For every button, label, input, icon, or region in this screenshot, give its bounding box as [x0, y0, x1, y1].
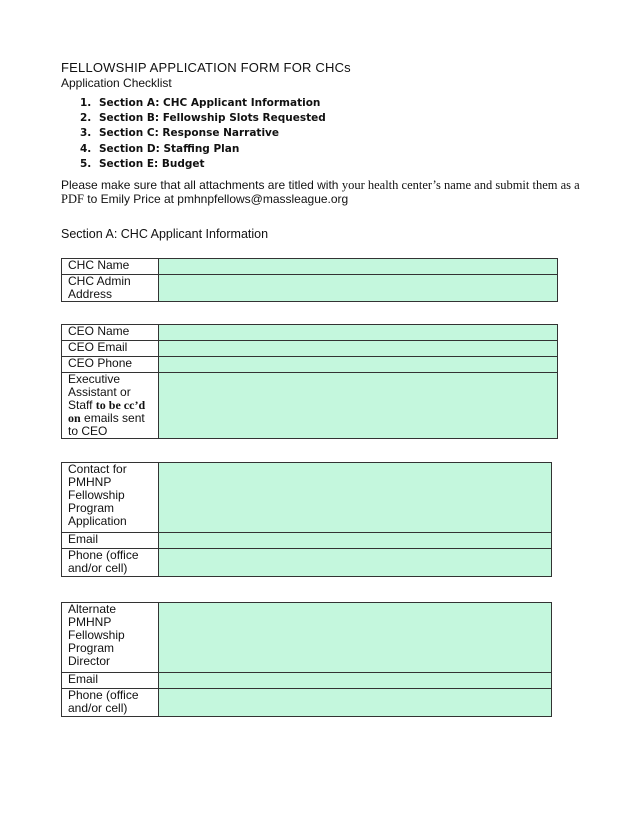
ceo-name-field[interactable] [159, 325, 558, 341]
application-checklist [61, 96, 326, 172]
alternate-email-field[interactable] [159, 673, 552, 689]
table-row [62, 549, 552, 577]
field-label: Contact for PMHNP Fellowship Program Application [62, 463, 159, 533]
chc-admin-address-field[interactable] [159, 275, 558, 302]
contact-name-field[interactable] [159, 463, 552, 533]
field-label: Alternate PMHNP Fellowship Program Director [62, 603, 159, 673]
table-row [62, 673, 552, 689]
checklist-label: Section A: CHC Applicant Information [99, 97, 321, 109]
ceo-email-field[interactable] [159, 341, 558, 357]
field-label: Email [62, 533, 159, 549]
checklist-number: 5. [80, 157, 92, 170]
checklist-number: 2. [80, 112, 92, 125]
table-row [62, 357, 558, 373]
instructions-text: your health center’s name and submit them as a PDF [61, 178, 580, 206]
section-heading: Section A: CHC Applicant Information [61, 227, 269, 241]
field-label: CEO Phone [62, 357, 159, 373]
instructions-paragraph [61, 178, 581, 206]
checklist-item [61, 157, 326, 172]
alternate-director-table [61, 602, 552, 717]
checklist-number: 1. [80, 97, 92, 109]
table-row [62, 533, 552, 549]
ceo-phone-field[interactable] [159, 357, 558, 373]
field-label: CHC Admin Address [62, 275, 159, 302]
checklist-item [61, 111, 326, 126]
field-label [62, 373, 159, 439]
field-label: Email [62, 673, 159, 689]
chc-name-field[interactable] [159, 259, 558, 275]
contact-info-table [61, 462, 552, 577]
field-label-text: emails sent to CEO [68, 411, 145, 438]
checklist-item [61, 142, 326, 157]
field-label: Phone (office and/or cell) [62, 689, 159, 717]
field-label: CHC Name [62, 259, 159, 275]
field-label: Phone (office and/or cell) [62, 549, 159, 577]
form-title: FELLOWSHIP APPLICATION FORM FOR CHCs [61, 60, 351, 75]
table-row [62, 259, 558, 275]
checklist-item [61, 126, 326, 141]
table-row [62, 689, 552, 717]
field-label-text: Executive Assistant or Staff [68, 372, 131, 412]
checklist-number: 4. [80, 142, 92, 155]
field-label-text: to be cc’d on [68, 398, 146, 425]
ceo-info-table [61, 324, 558, 439]
instructions-text: Please make sure that all attachments are titled with [61, 178, 342, 192]
alternate-director-field[interactable] [159, 603, 552, 673]
contact-phone-field[interactable] [159, 549, 552, 577]
checklist-label: Section D: Staffing Plan [99, 142, 240, 155]
chc-info-table [61, 258, 558, 302]
checklist-number: 3. [80, 127, 92, 140]
executive-assistant-field[interactable] [159, 373, 558, 439]
table-row [62, 463, 552, 533]
table-row [62, 373, 558, 439]
checklist-item [61, 96, 326, 111]
table-row [62, 603, 552, 673]
table-row [62, 325, 558, 341]
field-label: CEO Email [62, 341, 159, 357]
instructions-text: to Emily Price at pmhnpfellows@massleague.org [83, 192, 349, 206]
table-row [62, 341, 558, 357]
alternate-phone-field[interactable] [159, 689, 552, 717]
form-subtitle: Application Checklist [61, 76, 172, 90]
table-row [62, 275, 558, 302]
checklist-label: Section B: Fellowship Slots Requested [99, 112, 326, 125]
checklist-label: Section E: Budget [99, 157, 205, 170]
field-label: CEO Name [62, 325, 159, 341]
contact-email-field[interactable] [159, 533, 552, 549]
checklist-label: Section C: Response Narrative [99, 127, 280, 140]
